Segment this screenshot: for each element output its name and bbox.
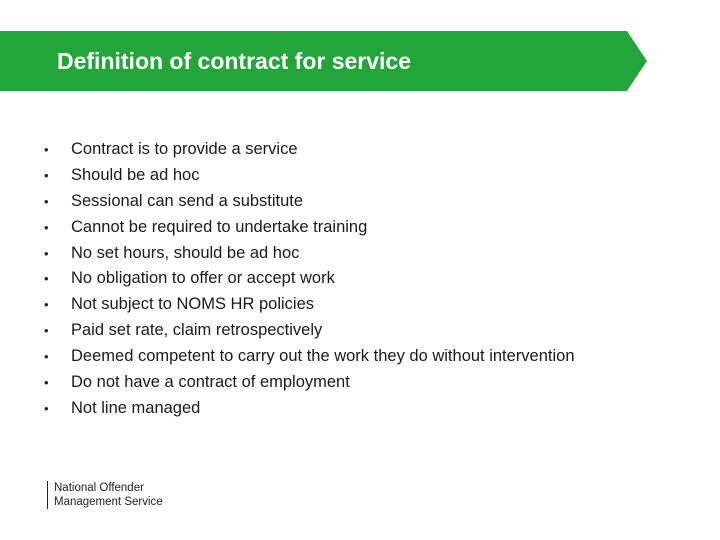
list-item xyxy=(0,163,700,189)
bullet-dot: • xyxy=(44,297,49,313)
bullet-text: Should be ad hoc xyxy=(71,165,200,184)
bullet-dot: • xyxy=(44,323,49,339)
bullet-text: Cannot be required to undertake training xyxy=(71,217,368,236)
list-item xyxy=(0,266,700,292)
bullet-text: Paid set rate, claim retrospectively xyxy=(71,321,323,340)
logo-line-1: National Offender xyxy=(54,482,144,494)
bullet-dot: • xyxy=(44,245,49,261)
list-item xyxy=(0,396,700,422)
bullet-dot: • xyxy=(44,167,49,183)
list-item xyxy=(0,370,700,396)
bullet-text: Sessional can send a substitute xyxy=(71,191,304,210)
bullet-dot: • xyxy=(44,400,49,416)
list-item xyxy=(0,241,700,267)
list-item xyxy=(0,137,700,163)
bullet-dot: • xyxy=(44,271,49,287)
bullet-text: Not subject to NOMS HR policies xyxy=(71,295,314,314)
list-item xyxy=(0,189,700,215)
bullet-dot: • xyxy=(44,349,49,365)
bullet-text: Not line managed xyxy=(71,398,201,417)
noms-logo xyxy=(47,481,163,509)
bullet-text: Deemed competent to carry out the work they do without intervention xyxy=(71,347,575,366)
list-item xyxy=(0,318,700,344)
bullet-text: No set hours, should be ad hoc xyxy=(71,243,300,262)
bullet-text: No obligation to offer or accept work xyxy=(71,269,335,288)
list-item xyxy=(0,215,700,241)
bullet-dot: • xyxy=(44,219,49,235)
list-item xyxy=(0,292,700,318)
bullet-list xyxy=(0,137,700,422)
bullet-dot: • xyxy=(44,142,49,157)
title-banner xyxy=(0,31,647,91)
logo-line-2: Management Service xyxy=(54,496,163,508)
list-item xyxy=(0,344,700,370)
bullet-text: Do not have a contract of employment xyxy=(71,373,350,392)
bullet-dot: • xyxy=(44,193,49,209)
page-title: Definition of contract for service xyxy=(57,48,412,74)
bullet-dot: • xyxy=(44,375,49,391)
bullet-text: Contract is to provide a service xyxy=(71,140,298,158)
